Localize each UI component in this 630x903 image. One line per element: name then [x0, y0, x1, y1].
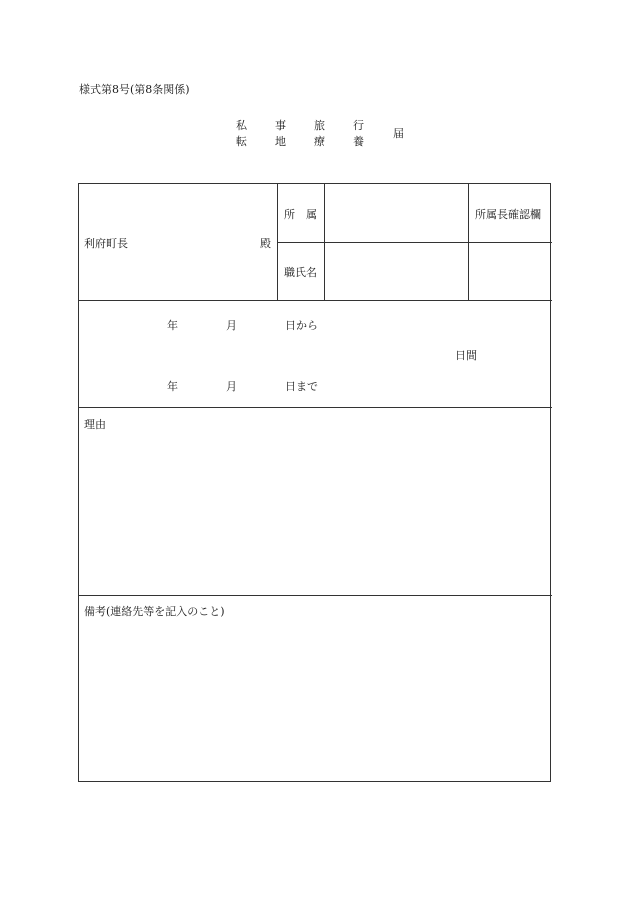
confirmation-seal-box[interactable]: [475, 249, 545, 294]
name-field[interactable]: [331, 264, 461, 280]
divider-remarks: [79, 595, 552, 596]
name-label: 職氏名: [284, 266, 317, 279]
title-char-1a: 私: [236, 119, 247, 132]
to-day: 日まで: [285, 380, 318, 393]
title-char-3a: 旅: [314, 119, 325, 132]
divider-period: [79, 300, 552, 301]
divider-applicant-row: [277, 242, 552, 243]
from-year: 年: [167, 319, 178, 332]
form-table: [78, 183, 551, 782]
remarks-label: 備考(連絡先等を記入のこと): [84, 605, 225, 618]
title-char-4a: 行: [353, 119, 364, 132]
affiliation-field[interactable]: [331, 206, 461, 222]
addressee-honorific: 殿: [260, 237, 271, 250]
confirmation-label: 所属長確認欄: [475, 208, 541, 221]
title-char-1b: 転: [236, 135, 247, 148]
title-char-2a: 事: [275, 119, 286, 132]
addressee-name: 利府町長: [84, 237, 128, 250]
title-char-3b: 療: [314, 135, 325, 148]
form-label: 様式第8号(第8条関係): [79, 83, 190, 96]
affiliation-label: 所 属: [284, 208, 317, 221]
title-suffix: 届: [393, 127, 404, 140]
reason-label: 理由: [84, 418, 106, 431]
title-char-4b: 養: [353, 135, 364, 148]
from-day: 日から: [285, 319, 318, 332]
to-year: 年: [167, 380, 178, 393]
from-month: 月: [226, 319, 237, 332]
title-char-2b: 地: [275, 135, 286, 148]
divider-reason: [79, 407, 552, 408]
days-count: 日間: [455, 349, 477, 362]
to-month: 月: [226, 380, 237, 393]
